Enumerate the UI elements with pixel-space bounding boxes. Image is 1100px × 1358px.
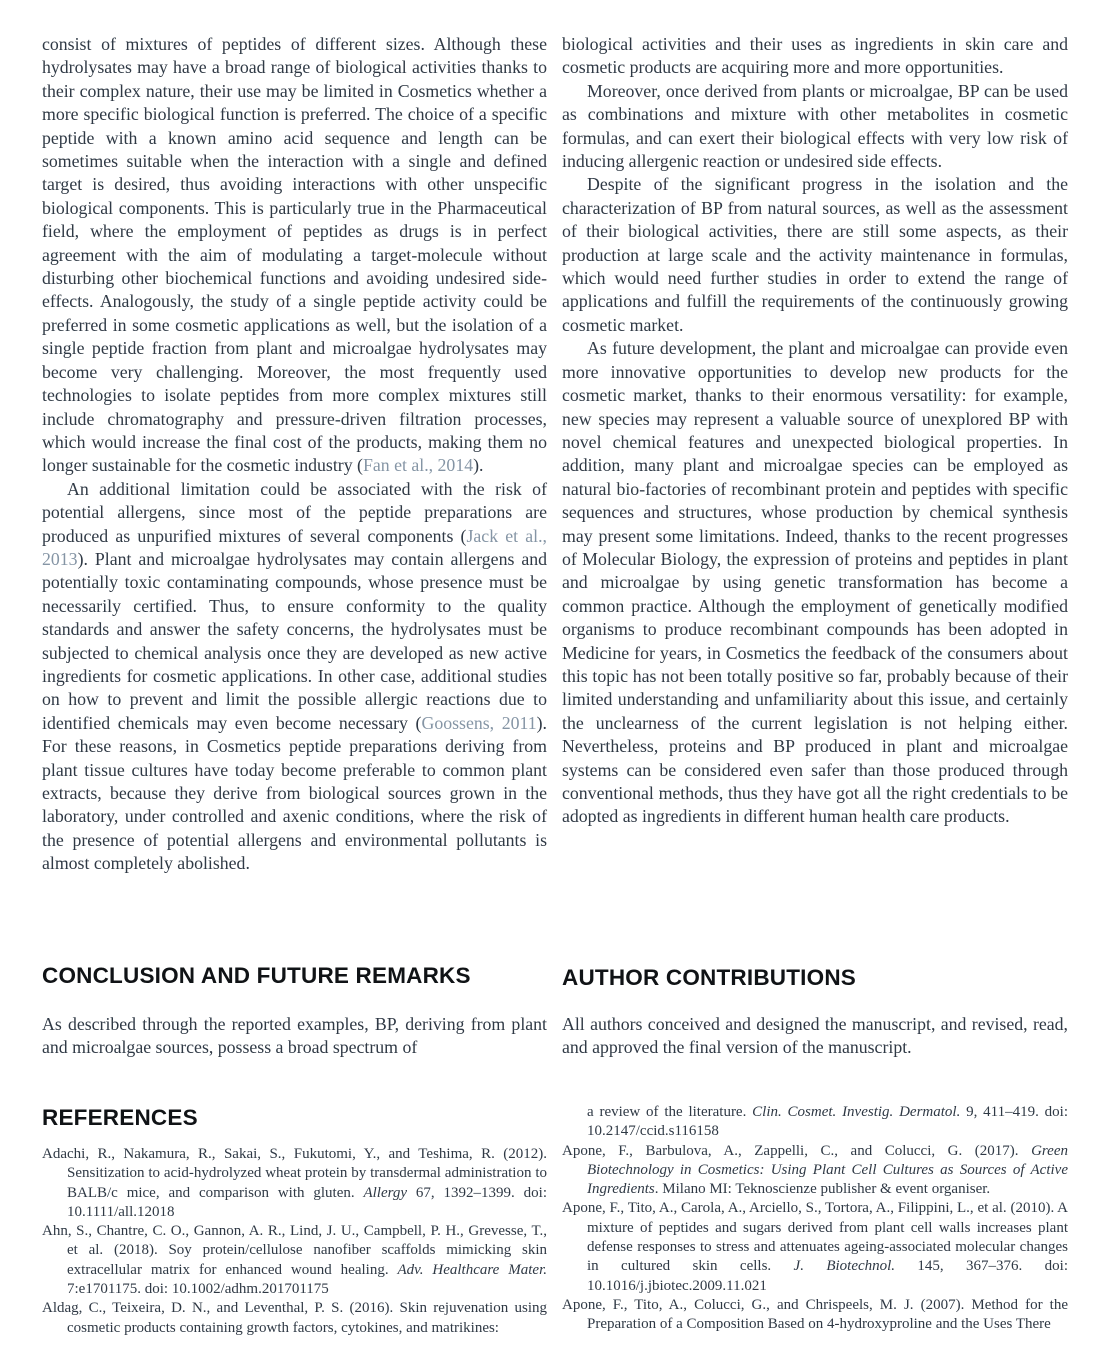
references-heading: REFERENCES [42, 1105, 198, 1130]
references-list-left [42, 1145, 547, 1338]
paragraph [42, 478, 547, 876]
paragraph [562, 33, 1068, 80]
reference-entry [562, 1296, 1068, 1335]
conclusion-heading: CONCLUSION AND FUTURE REMARKS [42, 963, 471, 988]
italic-title: Adv. Healthcare Mater. [397, 1261, 547, 1278]
paragraph [562, 80, 1068, 174]
conclusion-paragraphs [42, 1013, 547, 1060]
text-run: . Milano MI: Teknoscienze publisher & event organiser. [654, 1181, 991, 1198]
author-contributions-paragraphs [562, 1013, 1068, 1060]
reference-entry [562, 1103, 1068, 1142]
right-column [562, 33, 1068, 1358]
paragraph [562, 1013, 1068, 1060]
italic-title: Green Biotechnology in Cosmetics: Using Plant Cell Cultures as Sources of Active Ingredients [587, 1142, 1068, 1198]
paragraph [42, 33, 547, 478]
text-run: 9, 411–419. doi: 10.2147/ccid.s116158 [587, 1104, 1068, 1140]
reference-entry [562, 1142, 1068, 1200]
text-run: 7:e1701175. doi: 10.1002/adhm.201701175 [67, 1281, 329, 1298]
text-run: ). For these reasons, in Cosmetics peptide preparations deriving from plant tissue cultures have today become preferable to common plant extracts, because they derive from biological sources grown in the laboratory, under controlled and axenic conditions, where the risk of the presence of potential allergens and environmental pollutants is almost completely abolished. [42, 712, 547, 874]
left-column [42, 33, 547, 1358]
citation-link[interactable]: Fan et al., 2014 [362, 455, 474, 476]
reference-entry [562, 1199, 1068, 1295]
text-run: ). Plant and microalgae hydrolysates may contain allergens and potentially toxic contaminating compounds, whose presence must be necessarily certified. Thus, to ensure conformity to the quality standards and answer the safety concerns, the hydrolysates must be subjected to chemical analysis once they are developed as new active ingredients for cosmetic applications. In other case, additional studies on how to prevent and limit the possible allergic reactions due to identified chemicals may even become necessary ( [42, 548, 547, 733]
right-body-paragraphs [562, 33, 1068, 829]
italic-title: Allergy [363, 1184, 408, 1201]
author-contributions-heading: AUTHOR CONTRIBUTIONS [562, 965, 856, 990]
paragraph [42, 1013, 547, 1060]
text-run: ). [473, 455, 484, 476]
text-run: Ahn, S., Chantre, C. O., Gannon, A. R., Lind, J. U., Campbell, P. H., Grevesse, T., et al. (2018). Soy protein/cellulose nanofiber scaffolds mimicking skin extracellular matrix for enhanced wound healing. [42, 1223, 547, 1278]
text-run: As future development, the plant and microalgae can provide even more innovative opportunities to develop new products for the cosmetic market, thanks to their enormous versatility: for example, new species may represent a valuable source of unexplored BP with novel chemical features and unexpected biological properties. In addition, many plant and microalgae species can be employed as natural bio-factories of recombinant protein and peptides with specific sequences and structures, whose production by chemical synthesis may present some limitations. Indeed, thanks to the recent progresses of Molecular Biology, the expression of proteins and peptides in plant and microalgae by using genetic transformation has become a common practice. Although the employment of genetically modified organisms to produce recombinant compounds has been adopted in Medicine for years, in Cosmetics the feedback of the consumers about this topic has not been totally positive so far, probably because of their limited understanding and unfamiliarity about this issue, and certainly the unclearness of the current legislation is not helping either. Nevertheless, proteins and BP produced in plant and microalgae systems can be considered even safer than those produced through conventional methods, thus they have got all the right credentials to be adopted as ingredients in different human health care products. [562, 338, 1068, 827]
text-run: biological activities and their uses as ingredients in skin care and cosmetic products are acquiring more and more opportunities. [562, 34, 1068, 78]
italic-title: J. Biotechnol. [793, 1258, 896, 1275]
text-run: 145, 367–376. doi: 10.1016/j.jbiotec.2009.11.021 [587, 1258, 1069, 1294]
text-run: Apone, F., Tito, A., Colucci, G., and Chrispeels, M. J. (2007). Method for the Preparation of a Composition Based on 4-hydroxyproline and the Uses There [562, 1296, 1068, 1333]
references-list-right [562, 1103, 1068, 1335]
text-run: Apone, F., Tito, A., Carola, A., Arciello, S., Tortora, A., Filippini, L., et al. (2010). A mixture of peptides and sugars derived from plant cell walls increases plant defense responses to stress and attenuates ageing-associated molecular changes in cultured skin cells. [562, 1200, 1068, 1275]
citation-link[interactable]: Goossens, 2011 [421, 712, 537, 733]
text-run: Aldag, C., Teixeira, D. N., and Leventhal, P. S. (2016). Skin rejuvenation using cosmetic products containing growth factors, cytokines, and matrikines: [42, 1300, 547, 1336]
italic-title: Clin. Cosmet. Investig. Dermatol. [752, 1104, 961, 1120]
text-run: Apone, F., Barbulova, A., Zappelli, C., and Colucci, G. (2017). [562, 1142, 1032, 1159]
reference-entry [42, 1222, 547, 1299]
text-run: consist of mixtures of peptides of different sizes. Although these hydrolysates may have a broad range of biological activities thanks to their complex nature, their use may be limited in Cosmetics whether a more specific biological function is preferred. The choice of a specific peptide with a known amino acid sequence and length can be sometimes suitable when the interaction with a single and defined target is desired, thus avoiding interactions with other unspecific biological components. This is particularly true in the Pharmaceutical field, where the employment of peptides as drugs is in perfect agreement with the aim of modulating a target-molecule without disturbing other biochemical functions and avoiding undesired side-effects. Analogously, the study of a single peptide activity could be preferred in some cosmetic applications as well, but the isolation of a single peptide fraction from plant and microalgae hydrolysates may become very challenging. Moreover, the most frequently used technologies to isolate peptides from more complex mixtures still include chromatography and pressure-driven filtration processes, which would increase the final cost of the products, making them no longer sustainable for the cosmetic industry ( [42, 34, 547, 476]
paragraph [562, 337, 1068, 829]
citation-link[interactable]: Jack et al., 2013 [42, 525, 547, 569]
left-body-paragraphs [42, 33, 547, 876]
text-run: 67, 1392–1399. doi: 10.1111/all.12018 [67, 1184, 547, 1220]
text-run: Adachi, R., Nakamura, R., Sakai, S., Fukutomi, Y., and Teshima, R. (2012). Sensitization to acid-hydrolyzed wheat protein by transdermal administration to BALB/c mice, and comparison with gluten. [42, 1146, 547, 1201]
reference-entry [42, 1299, 547, 1338]
text-run: An additional limitation could be associated with the risk of potential allergens, since most of the peptide preparations are produced as unpurified mixtures of several components ( [42, 478, 547, 546]
text-run: As described through the reported examples, BP, deriving from plant and microalgae sources, possess a broad spectrum of [42, 1014, 547, 1058]
paragraph [562, 173, 1068, 337]
text-run: All authors conceived and designed the manuscript, and revised, read, and approved the final version of the manuscript. [562, 1014, 1068, 1058]
text-run: a review of the literature. [587, 1104, 753, 1120]
text-run: Despite of the significant progress in the isolation and the characterization of BP from natural sources, as well as the assessment of their biological activities, there are still some aspects, as their production at large scale and the activity maintenance in formulas, which would need further studies in order to extend the range of applications and fulfill the requirements of the continuously growing cosmetic market. [562, 174, 1068, 335]
reference-entry [42, 1145, 547, 1222]
text-run: Moreover, once derived from plants or microalgae, BP can be used as combinations and mixture with other metabolites in cosmetic formulas, and can exert their biological effects with very low risk of inducing allergenic reaction or undesired side effects. [562, 80, 1068, 172]
